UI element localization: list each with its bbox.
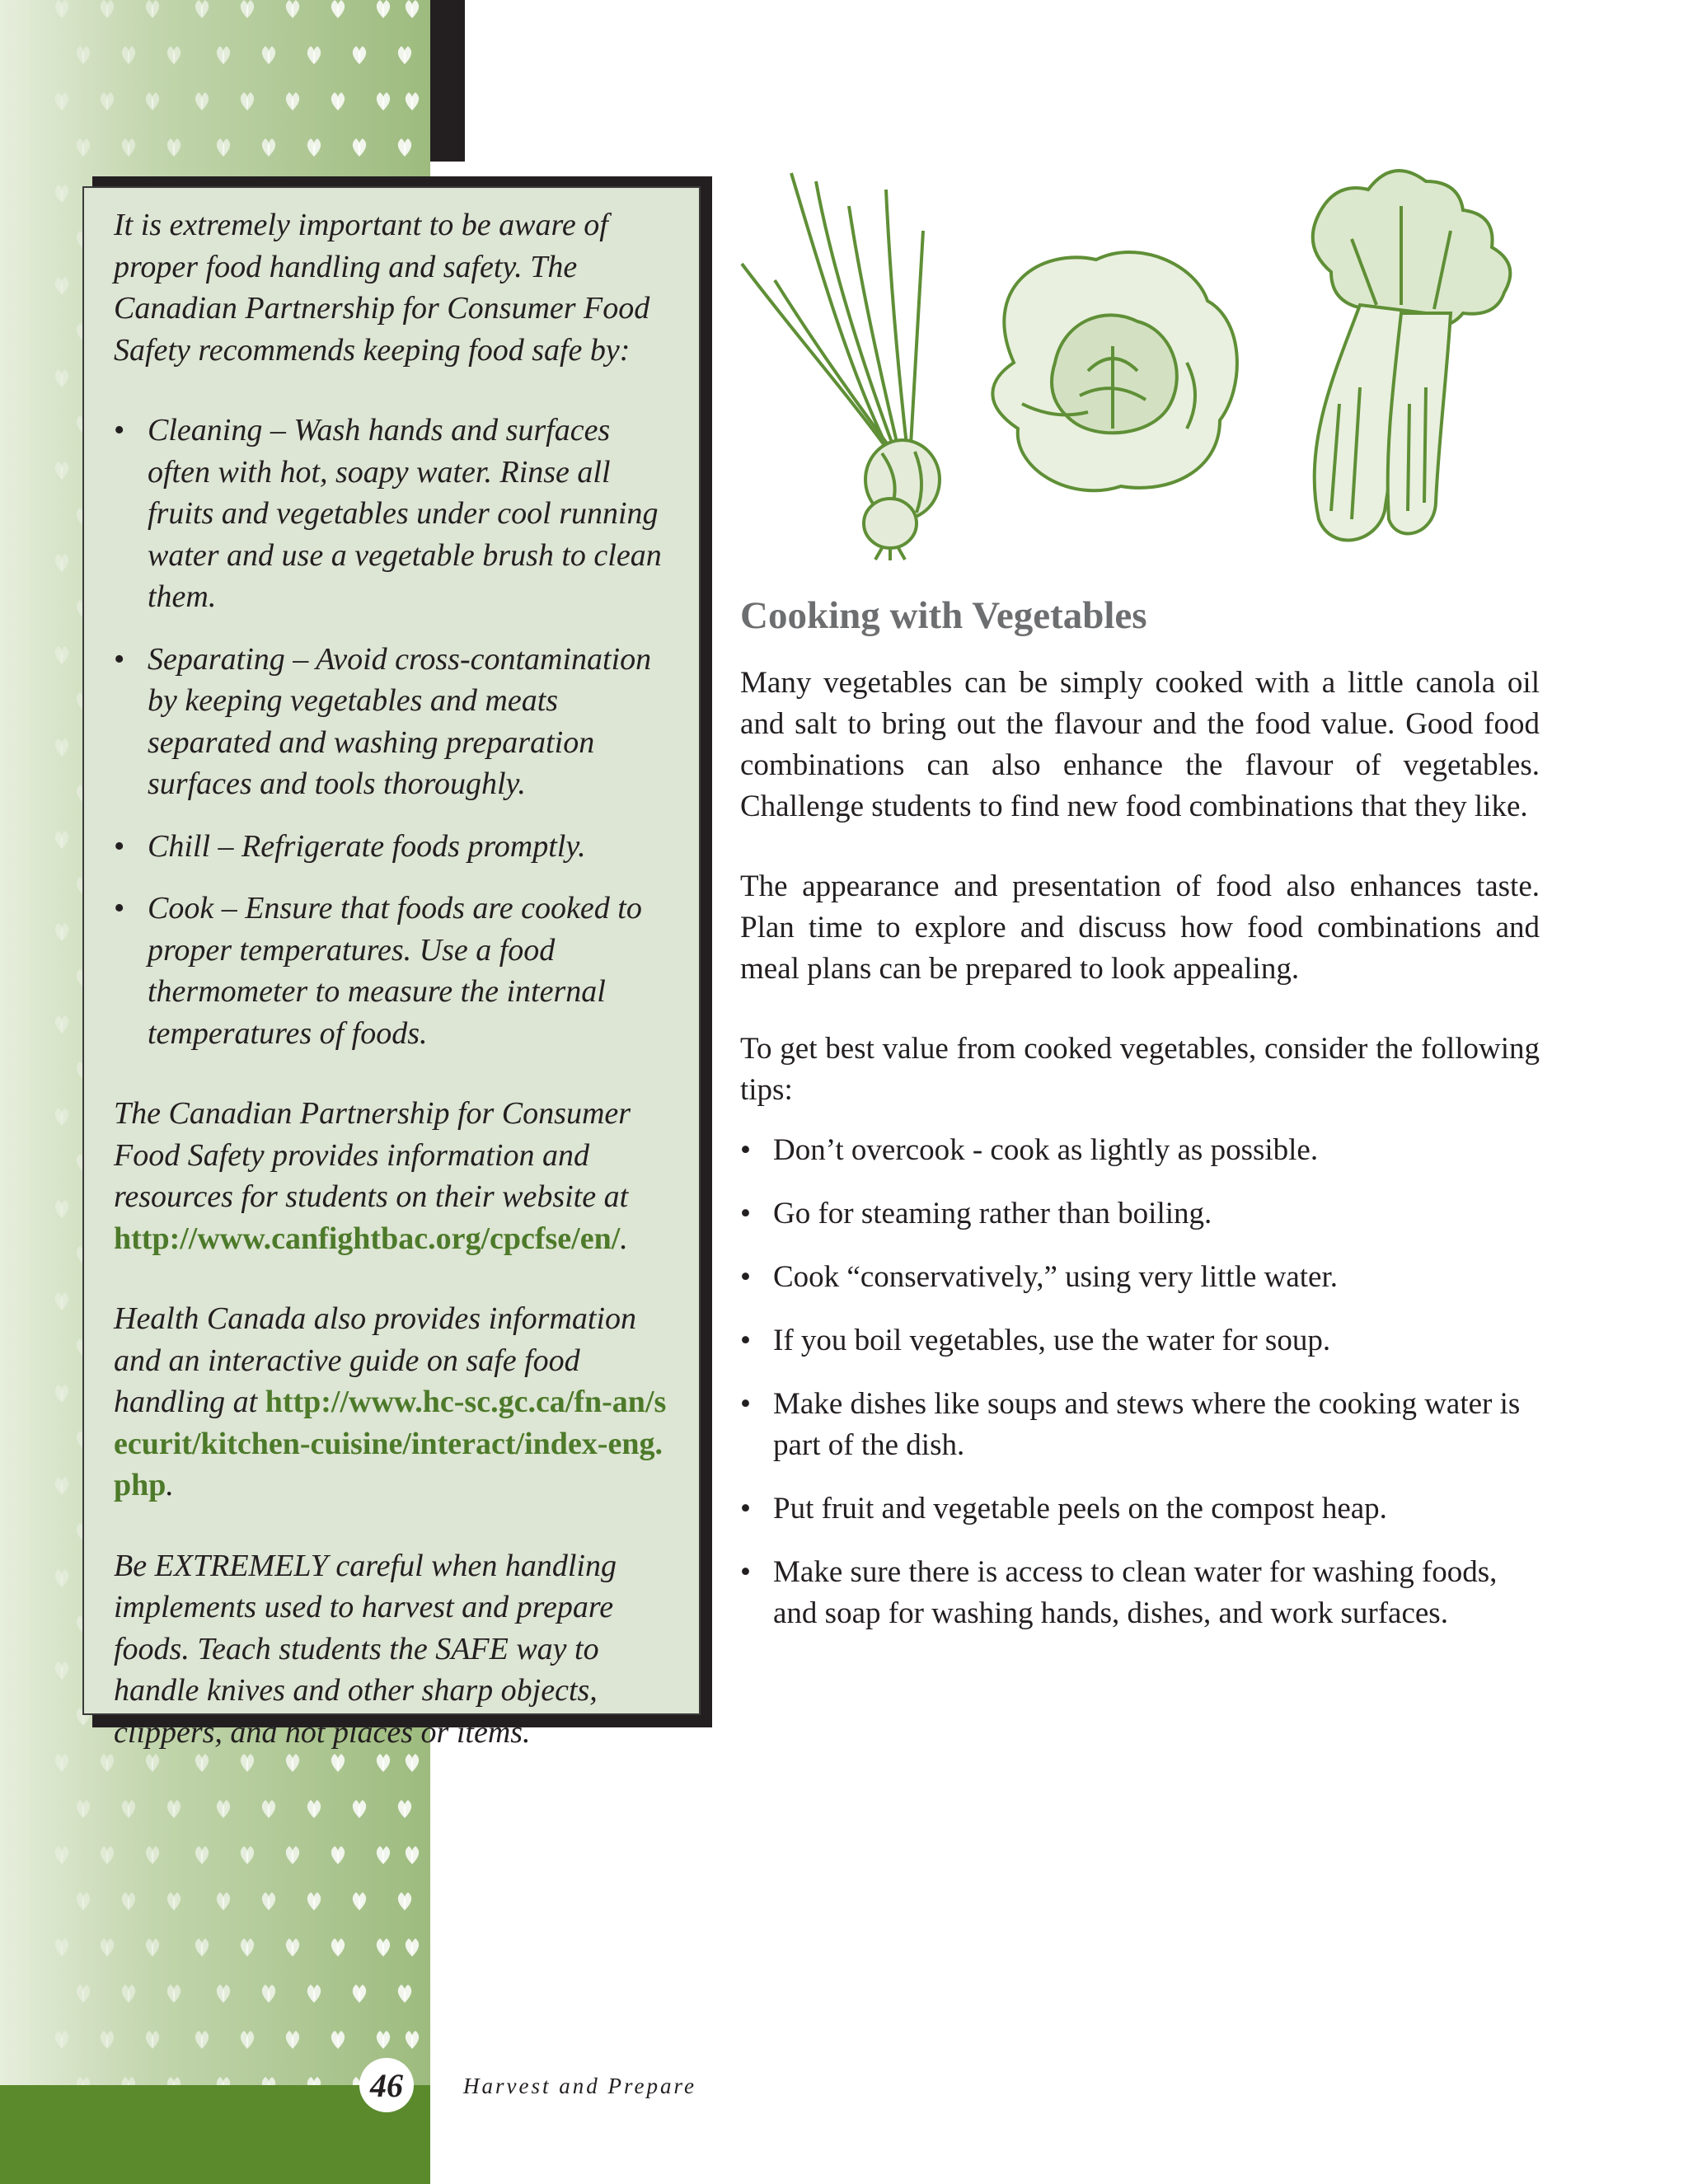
leaf-motif-icon [286,2031,299,2049]
leaf-motif-icon [353,1985,366,2003]
leaf-motif-icon [286,1754,299,1772]
leaf-motif-icon [406,92,419,110]
leaf-motif-icon [77,46,90,64]
leaf-motif-icon [262,1985,275,2003]
leaf-motif-icon [331,0,345,18]
leaf-motif-icon [195,2031,209,2049]
leaf-motif-icon [101,1938,114,1957]
leaf-motif-icon [55,0,68,18]
leaf-motif-icon [195,1754,209,1772]
leaf-motif-icon [55,1661,68,1680]
leaf-motif-icon [55,1477,68,1495]
leaf-motif-icon [377,92,390,110]
leaf-motif-icon [55,92,68,110]
leaf-motif-icon [241,92,254,110]
leaf-motif-icon [55,554,68,572]
leaf-motif-icon [146,0,159,18]
leaf-motif-icon [55,1108,68,1126]
leaf-motif-icon [377,0,390,18]
leaf-motif-icon [307,138,321,157]
main-content [740,663,1540,1657]
leaf-motif-icon [146,1938,159,1957]
leaf-motif-icon [55,277,68,295]
list-item: • Chill – Refrigerate foods promptly. [114,828,586,864]
leaf-motif-icon [262,138,275,157]
leaf-motif-icon [195,92,209,110]
leaf-motif-icon [398,1985,411,2003]
leaf-motif-icon [353,46,366,64]
leaf-motif-icon [167,46,181,64]
leaf-motif-icon [101,1846,114,1864]
leaf-motif-icon [406,1754,419,1772]
canfightbac-link[interactable]: http://www.canfightbac.org/cpcfse/en/ [114,1221,621,1256]
leaf-motif-icon [262,1892,275,1910]
list-item: • Make dishes like soups and stews where the cooking water is part of the dish. [740,1387,1521,1462]
leaf-motif-icon [77,138,90,157]
vegetables-illustration [725,157,1550,560]
list-item: • Separating – Avoid cross-contamination by keeping vegetables and meats separated and washing preparation surfaces and tools thoroughly. [114,641,652,801]
leaf-motif-icon [122,1985,135,2003]
leaf-motif-icon [377,2031,390,2049]
leaf-motif-icon [331,1938,345,1957]
leaf-motif-icon [406,1846,419,1864]
leaf-motif-icon [55,1015,68,1033]
leaf-motif-icon [307,46,321,64]
list-item: • Cook – Ensure that foods are cooked to proper temperatures. Use a food thermometer to measure the internal temperatures of foods. [114,891,642,1051]
leaf-motif-icon [377,1938,390,1957]
leaf-motif-icon [146,1754,159,1772]
leaf-motif-icon [167,1800,181,1818]
leaf-motif-icon [195,0,209,18]
leaf-motif-icon [307,1800,321,1818]
leaf-motif-icon [55,1569,68,1587]
list-item: • If you boil vegetables, use the water for soup. [740,1324,1331,1357]
leaf-motif-icon [331,2031,345,2049]
leaf-motif-icon [398,1800,411,1818]
leaf-motif-icon [307,1892,321,1910]
leaf-motif-icon [101,2031,114,2049]
tips-intro-paragraph: To get best value from cooked vegetables, consider the following tips: [740,1032,1540,1107]
leaf-motif-icon [101,0,114,18]
leaf-motif-icon [146,1846,159,1864]
leaf-motif-icon [398,46,411,64]
leaf-motif-icon [55,1292,68,1310]
leaf-motif-icon [241,1754,254,1772]
cpcfs-paragraph: The Canadian Partnership for Consumer Food Safety provides information and resources for students on their website at http://www.canfightbac.org/cpcfse/en/. [114,1096,631,1256]
leaf-motif-icon [307,1985,321,2003]
leaf-motif-icon [241,2031,254,2049]
cooking-tips-list [740,1130,1540,1634]
leaf-motif-icon [55,738,68,757]
leaf-motif-icon [146,92,159,110]
page-number: 46 [359,2058,414,2112]
leaf-motif-icon [77,1800,90,1818]
leaf-motif-icon [122,1800,135,1818]
leaf-motif-icon [398,1892,411,1910]
list-item: • Make sure there is access to clean water for washing foods, and soap for washing hands, dishes, and work surfaces. [740,1555,1498,1630]
food-safety-sidebar [82,186,701,1750]
leaf-motif-icon [55,185,68,203]
leaf-motif-icon [146,2031,159,2049]
safety-tips-list [114,410,674,1054]
leaf-motif-icon [286,1938,299,1957]
leaf-motif-icon [353,138,366,157]
leaf-motif-icon [406,2031,419,2049]
leaf-motif-icon [195,1846,209,1864]
leaf-motif-icon [398,138,411,157]
leaf-motif-icon [55,923,68,941]
leaf-motif-icon [101,1754,114,1772]
sidebar-intro: It is extremely important to be aware of proper food handling and safety. The Canadian Partnership for Consumer Food Safety recommends keeping food safe by: [114,208,650,368]
leaf-motif-icon [101,92,114,110]
leaf-motif-icon [286,92,299,110]
intro-paragraph: Many vegetables can be simply cooked with a little canola oil and salt to bring out the flavour and the food value. Good food combinations can also enhance the flavour of vegetables. Challenge students to find new food combinations that they like. [740,666,1540,823]
leaf-motif-icon [55,2031,68,2049]
celery-icon [1313,171,1511,540]
leaf-motif-icon [122,138,135,157]
leaf-motif-icon [217,138,230,157]
list-item: • Go for steaming rather than boiling. [740,1197,1212,1230]
footer-section-title: Harvest and Prepare [463,2074,696,2098]
section-heading: Cooking with Vegetables [740,594,1147,637]
leaf-motif-icon [122,1892,135,1910]
leaf-motif-icon [331,1846,345,1864]
leaf-motif-icon [331,92,345,110]
leaf-motif-icon [241,1846,254,1864]
decorative-dark-strip [430,0,465,162]
leaf-motif-icon [217,46,230,64]
leaf-motif-icon [195,1938,209,1957]
leaf-motif-icon [55,1938,68,1957]
leaf-motif-icon [353,1892,366,1910]
leaf-motif-icon [377,1754,390,1772]
leaf-motif-icon [262,1800,275,1818]
list-item: • Put fruit and vegetable peels on the compost heap. [740,1492,1387,1526]
warning-paragraph: Be EXTREMELY careful when handling implements used to harvest and prepare foods. Teach students the SAFE way to handle knives and other sharp objects, clippers, and hot places or items. [114,1548,617,1750]
leaf-motif-icon [167,1892,181,1910]
leaf-motif-icon [55,1846,68,1864]
leaf-motif-icon [55,1385,68,1403]
presentation-paragraph: The appearance and presentation of food also enhances taste. Plan time to explore and discuss how food combinations and meal plans can be prepared to look appealing. [740,869,1540,986]
leaf-motif-icon [55,369,68,387]
health-canada-link[interactable]: http://www.hc-sc.gc.ca/fn-an/securit/kitchen-cuisine/interact/index-eng.php [114,1385,667,1502]
leaf-motif-icon [167,138,181,157]
leaf-motif-icon [77,1985,90,2003]
leaf-motif-icon [122,46,135,64]
leaf-motif-icon [241,1938,254,1957]
leaf-motif-icon [167,1985,181,2003]
health-canada-paragraph: Health Canada also provides information and an interactive guide on safe food handling at http://www.hc-sc.gc.ca/fn-an/securit/kitchen-cuisine/interact/index-eng.php. [114,1301,667,1502]
leaf-motif-icon [262,46,275,64]
leaf-motif-icon [377,1846,390,1864]
lettuce-icon [992,252,1237,490]
leaf-motif-icon [331,1754,345,1772]
leaf-motif-icon [55,1754,68,1772]
leaf-motif-icon [217,1800,230,1818]
leaf-motif-icon [77,1892,90,1910]
leaf-motif-icon [55,646,68,664]
leaf-motif-icon [406,1938,419,1957]
green-onion-icon [742,173,940,560]
list-item: • Cook “conservatively,” using very little water. [740,1260,1338,1294]
leaf-motif-icon [55,831,68,849]
leaf-motif-icon [241,0,254,18]
leaf-motif-icon [353,1800,366,1818]
leaf-motif-icon [286,1846,299,1864]
list-item: • Don’t overcook - cook as lightly as possible. [740,1133,1319,1167]
leaf-motif-icon [406,0,419,18]
list-item: • Cleaning – Wash hands and surfaces often with hot, soapy water. Rinse all fruits and vegetables under cool running water and use a vegetable brush to clean them. [114,413,662,614]
leaf-motif-icon [286,0,299,18]
leaf-motif-icon [217,1985,230,2003]
leaf-motif-icon [217,1892,230,1910]
leaf-motif-icon [55,1200,68,1218]
leaf-motif-icon [55,462,68,480]
